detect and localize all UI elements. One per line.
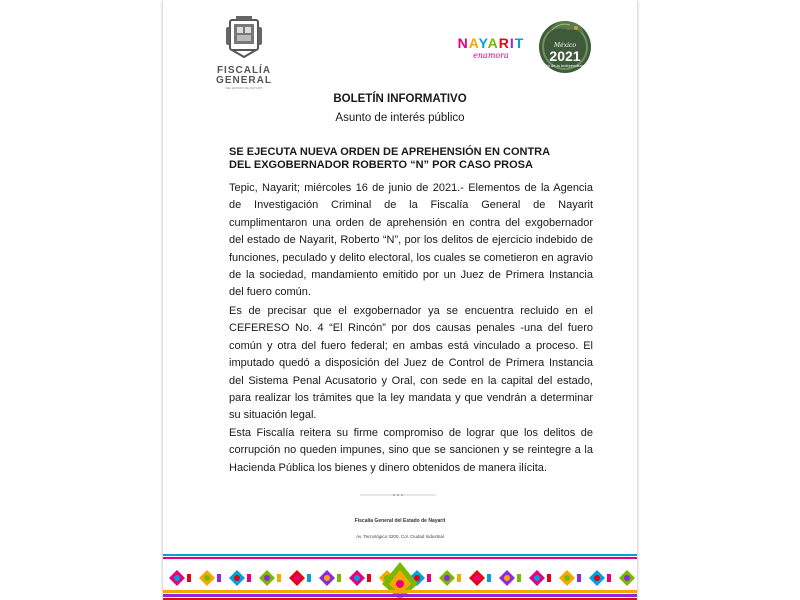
bulletin-headline: SE EJECUTA NUEVA ORDEN DE APREHENSIÓN EN CONTRA DEL EXGOBERNADOR ROBERTO “N” POR CASO PROSA [229, 146, 550, 171]
logo-line-fiscalia: FISCALÍA [216, 65, 272, 76]
bulletin-title: BOLETÍN INFORMATIVO [333, 93, 467, 105]
document-page [163, 0, 637, 600]
enamora-tagline: enamora [473, 51, 509, 60]
seal-mexico-text: México [554, 42, 576, 49]
seal-subtext: Año de la Independencia [542, 63, 588, 68]
state-shield-icon [222, 16, 266, 58]
footer-address: Av. Tecnológico 3200, Col. Ciudad Industrial [356, 534, 444, 539]
logo-line-general: GENERAL [216, 75, 272, 86]
fiscalia-logo [211, 16, 277, 90]
mexico-2021-seal [538, 16, 592, 74]
paragraph-2: Es de precisar que el exgobernador ya se encuentra recluido en el CEFERESO No. 4 “El Rincón” por dos causas penales -una del fuero común y otra del fuero federal; en ambas está vinculado a proceso. El imputado quedó a disposición del Juez de Control de Primera Instancia del Sistema Penal Acusatorio y Oral, con sede en la capital del estado, para realizar los trámites que la ley mandata y que vendrán a determinar su situación legal. [229, 305, 593, 422]
paragraph-3: Esta Fiscalía reitera su firme compromiso de lograr que los delitos de corrupción no queden impunes, sino que se sancionen y se reintegre a la Hacienda Pública los bienes y dinero obtenidos de manera ilícita. [229, 427, 593, 474]
footer-institution: Fiscalía General del Estado de Nayarit [354, 518, 446, 524]
decorative-huichol-band [163, 548, 637, 600]
seal-year: 2021 [549, 48, 581, 64]
paragraph-1: Tepic, Nayarit; miércoles 16 de junio de 2021.- Elementos de la Agencia de Investigación Criminal de la Fiscalía General de Nayarit cumplimentaron una orden de aprehensión en contra del exgobernador del estado de Nayarit, Roberto “N”, por los delitos de ejercicio indebido de funciones, peculado y delito electoral, los cuales se cometieron en agravio de la sociedad, mandamiento emitido por un Juez de Primera Instancia del fuero común. [229, 182, 593, 299]
logo-subtext: DEL ESTADO DE NAYARIT [225, 86, 263, 90]
signature-divider [360, 494, 436, 496]
bulletin-subtitle: Asunto de interés público [335, 112, 465, 124]
nayarit-enamora-logo [452, 36, 530, 62]
nayarit-wordmark: NAYARIT [457, 35, 525, 51]
